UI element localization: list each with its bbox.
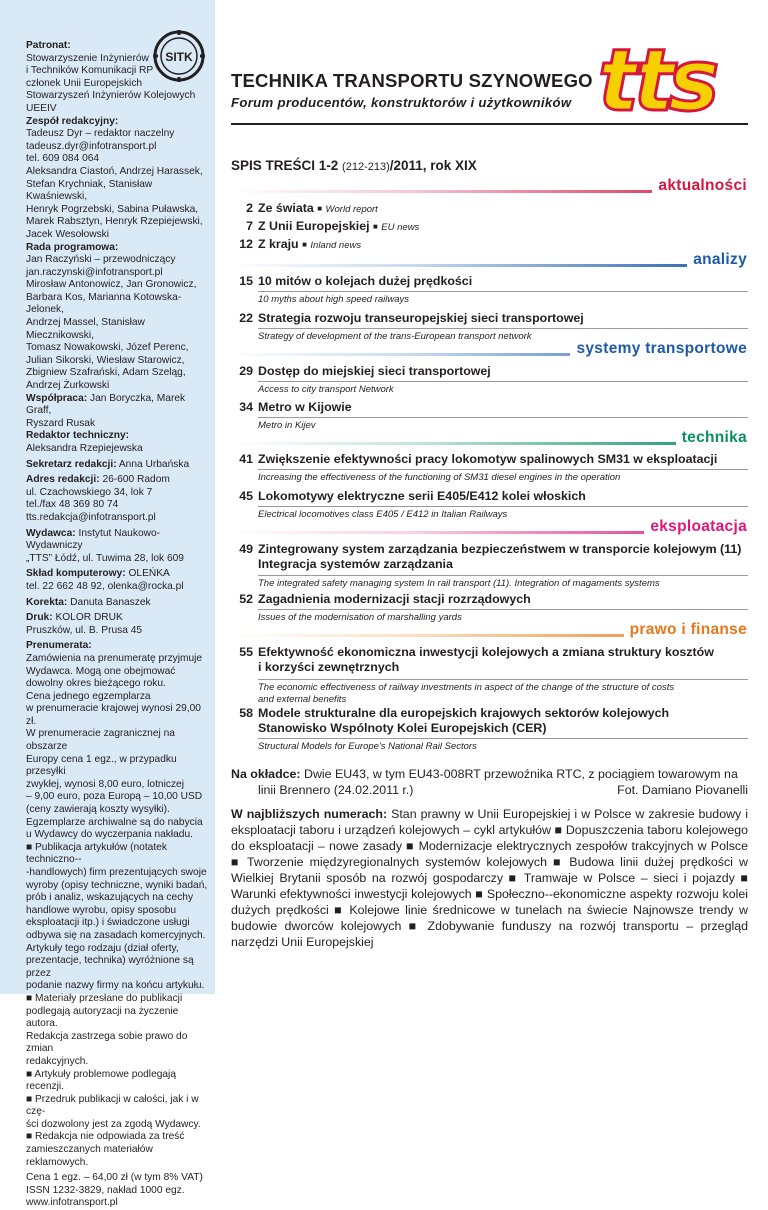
- prenumerata-line: Cena jednego egzemplarza: [26, 690, 151, 702]
- section-bar-eksploatacja: [231, 518, 747, 535]
- rada-line: Jan Raczyński – przewodniczący: [26, 254, 176, 266]
- prenumerata-line: Europy cena 1 egz., w przypadku przesyłki: [26, 753, 177, 778]
- red-tech-heading: Redaktor techniczny:: [26, 430, 130, 442]
- adres-line: tel./fax 48 369 80 74: [26, 499, 119, 511]
- zespol-line: Aleksandra Ciastoń, Andrzej Harassek,: [26, 165, 203, 177]
- note-line: handlowe wyrobu, opisy sposobu: [26, 904, 177, 916]
- note-line: prób i analiz, wskazujących na cechy: [26, 892, 194, 904]
- note-line: ■ Artykuły problemowe podlegają recenzji.: [26, 1068, 176, 1093]
- rada-line: Zbigniew Szafrański, Adam Szeląg,: [26, 367, 186, 379]
- section-label: systemy transportowe: [570, 340, 747, 358]
- toc-title: SPIS TREŚCI 1-2 (212-213)/2011, rok XIX: [231, 158, 477, 173]
- section-bar-aktualnosci: [231, 177, 747, 194]
- tts-logo: [590, 32, 755, 122]
- wspolpraca-line: Ryszard Rusak: [26, 417, 96, 429]
- note-line: ■ Przedruk publikacji w całości, jak i w czę-: [26, 1093, 199, 1118]
- cover-note: Na okładce: Dwie EU43, w tym EU43-008RT przewoźnika RTC, z pociągiem towarowym na linii Brennero (24.02.2011 r.) Fot. Damiano Piovanelli: [231, 767, 748, 797]
- rada-line: Tomasz Nowakowski, Józef Perenc,: [26, 342, 189, 354]
- zespol-line: Tadeusz Dyr – redaktor naczelny: [26, 128, 175, 140]
- sekretarz-line: Sekretarz redakcji: Anna Urbańska: [26, 458, 190, 470]
- section-bar-systemy: [231, 340, 747, 357]
- adres-line: Adres redakcji: 26-600 Radom: [26, 474, 170, 486]
- note-line: ■ Materiały przesłane do publikacji: [26, 992, 183, 1004]
- entry-english: Issues of the modernisation of marshalling yards: [258, 612, 462, 623]
- rada-email[interactable]: jan.raczynski@infotransport.pl: [26, 266, 163, 278]
- next-issues: W najbliższych numerach: Stan prawny w Unii Europejskiej i w Polsce w zakresie budowy i eksploatacji taboru i urządzeń kolejowych – cykl artykułów ■ Dopuszczenia taboru kolejowego do eksploatacji – nowe zasady ■ Modernizacje elektrycznych zespołów trakcyjnych w Polsce ■ Tworzenie międzyregionalnych systemów kolejowych ■ Budowa linii dużej prędkości w Wielkiej Brytanii sposób na rozwój gospodarczy ■ Tramwaje w Polsce – sieci i pojazdy ■ Warunki efektywności inwestycji kolejowych ■ Społeczno--ekonomiczne aspekty rozwoju kolei dużych prędkości ■ Kolejowe linie średnicowe w tunelach na świecie Najnowsze trendy w budowie dworców kolejowych ■ Zdobywanie funduszy na rozwój transportu – przegląd narzędzi Unii Europejskiej: [231, 807, 748, 949]
- korekta-line: Korekta: Danuta Banaszek: [26, 596, 151, 608]
- prenumerata-heading: Prenumerata:: [26, 640, 92, 652]
- section-label: aktualności: [652, 177, 747, 195]
- section-bar-technika: [231, 429, 747, 446]
- prenumerata-line: zwykłej, wynosi 8,00 euro, lotniczej: [26, 778, 184, 790]
- zespol-email[interactable]: tadeusz.dyr@infotransport.pl: [26, 140, 157, 152]
- rada-line: Andrzej Żurkowski: [26, 380, 110, 392]
- website-link[interactable]: www.infotransport.pl: [26, 1197, 118, 1209]
- entry-rule: [258, 506, 748, 507]
- section-label: analizy: [687, 251, 747, 269]
- prenumerata-line: (ceny zawierają koszty wysyłki).: [26, 804, 170, 816]
- wspolpraca-line: Współpraca: Jan Boryczka, Marek Graff,: [26, 392, 186, 417]
- prenumerata-line: Egzemplarze archiwalne są do nabycia: [26, 816, 203, 828]
- note-line: wyroby (opisy techniczne, wyniki badań,: [26, 879, 208, 891]
- footer-line: ISSN 1232-3829, nakład 1000 egz.: [26, 1184, 185, 1196]
- entry-english: Access to city transport Network: [258, 384, 394, 395]
- note-line: podanie nazwy firmy na końcu artykułu.: [26, 980, 205, 992]
- sklad-line: Skład komputerowy: OLEŃKA: [26, 568, 170, 580]
- entry-english: Increasing the effectiveness of the functioning of SM31 diesel engines in the operation: [258, 472, 621, 483]
- prenumerata-line: – 9,00 euro, poza Europą – 10,00 USD: [26, 791, 203, 803]
- prenumerata-line: W prenumeracie zagranicznej na obszarze: [26, 728, 175, 753]
- section-bar-prawo: [231, 621, 747, 638]
- adres-email[interactable]: tts.redakcja@infotransport.pl: [26, 511, 156, 523]
- entry-rule: [258, 417, 748, 418]
- note-line: Artykuły tego rodzaju (dział oferty,: [26, 942, 179, 954]
- entry-english: The integrated safety managing system In rail transport (11). Integration of magaments systems: [258, 578, 660, 589]
- logo-text: tts: [598, 32, 714, 122]
- zespol-line: Jacek Wesołowski: [26, 228, 110, 240]
- seal-text: SITK: [165, 50, 193, 64]
- rada-heading: Rada programowa:: [26, 241, 119, 253]
- note-line: eksploatacji itp.) i świadczone usługi: [26, 917, 190, 929]
- entry-rule: [258, 738, 748, 739]
- sidebar: [0, 0, 215, 1209]
- prenumerata-line: dowolny okres bieżącego roku.: [26, 678, 166, 690]
- entry-rule: [258, 469, 748, 470]
- section-label: eksploatacja: [644, 518, 747, 536]
- druk-line: Druk: KOLOR DRUK: [26, 612, 123, 624]
- patronat-line: Stowarzyszenie Inżynierów: [26, 52, 149, 64]
- note-line: -handlowych) firm prezentujących swoje: [26, 867, 207, 878]
- note-line: prezentacje, technika) wyróżnione są przez: [26, 955, 194, 979]
- entry-rule: [258, 575, 748, 576]
- entry-english: Metro in Kijev: [258, 420, 316, 431]
- magazine-subtitle: Forum producentów, konstruktorów i użytkowników: [231, 95, 572, 110]
- prenumerata-line: Wydawca. Mogą one obejmować: [26, 665, 176, 677]
- entry-rule: [258, 381, 748, 382]
- photo-credit: Fot. Damiano Piovanelli: [617, 783, 748, 797]
- patronat-heading: Patronat:: [26, 40, 71, 51]
- note-line: odbywa się na zasadach komercyjnych.: [26, 929, 206, 941]
- entry-rule: [258, 291, 748, 292]
- patronat-line: członek Unii Europejskich: [26, 77, 143, 89]
- druk-line: Pruszków, ul. B. Prusa 45: [26, 624, 143, 636]
- sklad-line: tel. 22 662 48 92, olenka@rocka.pl: [26, 580, 184, 592]
- entry-english: 10 myths about high speed railways: [258, 294, 410, 305]
- patronat-line: i Techników Komunikacji RP: [26, 65, 154, 77]
- rada-line: Barbara Kos, Marianna Kotowska-Jelonek,: [26, 291, 182, 316]
- prenumerata-line: w prenumeracie krajowej wynosi 29,00 zł.: [26, 703, 201, 727]
- entry-english: The economic effectiveness of railway investments in aspect of the change of the structure of costs and external benefits: [258, 682, 675, 705]
- prenumerata-line: Zamówienia na prenumeratę przyjmuje: [26, 652, 203, 664]
- wydawca-line: „TTS” Łódź, ul. Tuwima 28, lok 609: [26, 552, 184, 564]
- zespol-line: Stefan Krychniak, Stanisław Kwaśniewski,: [26, 178, 153, 203]
- entry-english: Strategy of development of the trans-European transport network: [258, 331, 532, 342]
- section-bar-analizy: [231, 251, 747, 268]
- adres-line: ul. Czachowskiego 34, lok 7: [26, 486, 153, 498]
- note-line: ści dozwolony jest za zgodą Wydawcy.: [26, 1118, 201, 1130]
- patronat-line: Stowarzyszeń Inżynierów Kolejowych UEEIV: [26, 90, 196, 114]
- entry-rule: [258, 609, 748, 610]
- zespol-line: Marek Rabsztyn, Henryk Rzepiejewski,: [26, 216, 203, 228]
- note-line: zamieszczanych materiałów reklamowych.: [26, 1144, 153, 1168]
- entry-english: Electrical locomotives class E405 / E412 in Italian Railways: [258, 509, 508, 520]
- section-label: prawo i finanse: [624, 621, 747, 639]
- note-line: Redakcja zastrzega sobie prawo do zmian: [26, 1030, 188, 1055]
- entry-english: Structural Models for Europe's National Rail Sectors: [258, 741, 477, 752]
- red-tech-line: Aleksandra Rzepiejewska: [26, 443, 143, 454]
- entry-rule: [258, 328, 748, 329]
- magazine-title: TECHNIKA TRANSPORTU SZYNOWEGO: [231, 70, 593, 91]
- zespol-heading: Zespół redakcyjny:: [26, 115, 119, 127]
- section-label: technika: [676, 429, 747, 447]
- rada-line: Julian Sikorski, Wiesław Starowicz,: [26, 354, 185, 366]
- note-line: podlegają autoryzacji na życzenie autora.: [26, 1005, 179, 1030]
- entry-rule: [258, 679, 748, 680]
- zespol-line: tel. 609 084 064: [26, 153, 100, 165]
- rada-line: Mirosław Antonowicz, Jan Gronowicz,: [26, 279, 197, 291]
- zespol-line: Henryk Pogrzebski, Sabina Puławska,: [26, 203, 199, 215]
- prenumerata-line: u Wydawcy do wyczerpania nakładu.: [26, 829, 193, 841]
- sidebar-text: [26, 40, 210, 1210]
- footer-line: Cena 1 egz. – 64,00 zł (w tym 8% VAT): [26, 1172, 203, 1184]
- header-divider: [231, 123, 748, 125]
- rada-line: Andrzej Massel, Stanisław Miecznikowski,: [26, 317, 145, 341]
- wydawca-line: Wydawca: Instytut Naukowo-Wydawniczy: [26, 527, 161, 552]
- note-line: ■ Redakcja nie odpowiada za treść: [26, 1131, 185, 1143]
- note-line: ■ Publikacja artykułów (notatek techniczno--: [26, 841, 167, 866]
- note-line: redakcyjnych.: [26, 1055, 89, 1067]
